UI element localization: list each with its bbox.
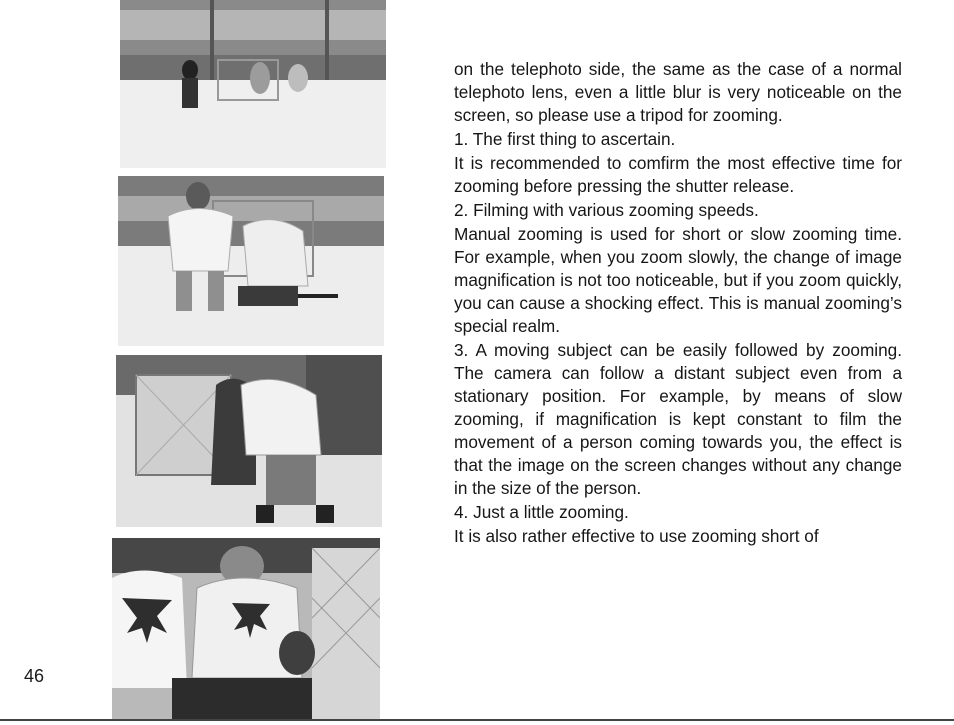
paragraph: Manual zooming is used for short or slow zooming time. For example, when you zoom slowly, the change of image magnification is not too noticeable, but if you zoom quickly, you can cause a shocking effect. This is manual zooming’s special realm. <box>454 224 902 336</box>
section-heading: 4. Just a little zooming. <box>454 502 629 522</box>
body-text <box>454 58 902 549</box>
paragraph: 3. A moving subject can be easily followed by zooming. The camera can follow a distant subject even from a stationary position. For example, by means of slow zooming, if magnification is kept constant to film the movement of a person coming towards you, the effect is that the image on the screen changes without any change in the size of the person. <box>454 340 902 498</box>
paragraph: It is recommended to comfirm the most effective time for zooming before pressing the shutter release. <box>454 153 902 196</box>
bottom-rule <box>0 719 954 721</box>
hockey-photo-medium <box>118 176 384 346</box>
photo-strip <box>0 0 400 725</box>
paragraph: on the telephoto side, the same as the case of a normal telephoto lens, even a little blur is very noticeable on the screen, so please use a tripod for zooming. <box>454 59 902 125</box>
paragraph: It is also rather effective to use zooming short of <box>454 526 819 546</box>
section-heading: 1. The first thing to ascertain. <box>454 129 676 149</box>
hockey-photo-close <box>116 355 382 527</box>
hockey-photo-wide <box>120 0 386 168</box>
hockey-photo-closeup <box>112 538 380 720</box>
page-number: 46 <box>24 666 45 686</box>
section-heading: 2. Filming with various zooming speeds. <box>454 200 759 220</box>
